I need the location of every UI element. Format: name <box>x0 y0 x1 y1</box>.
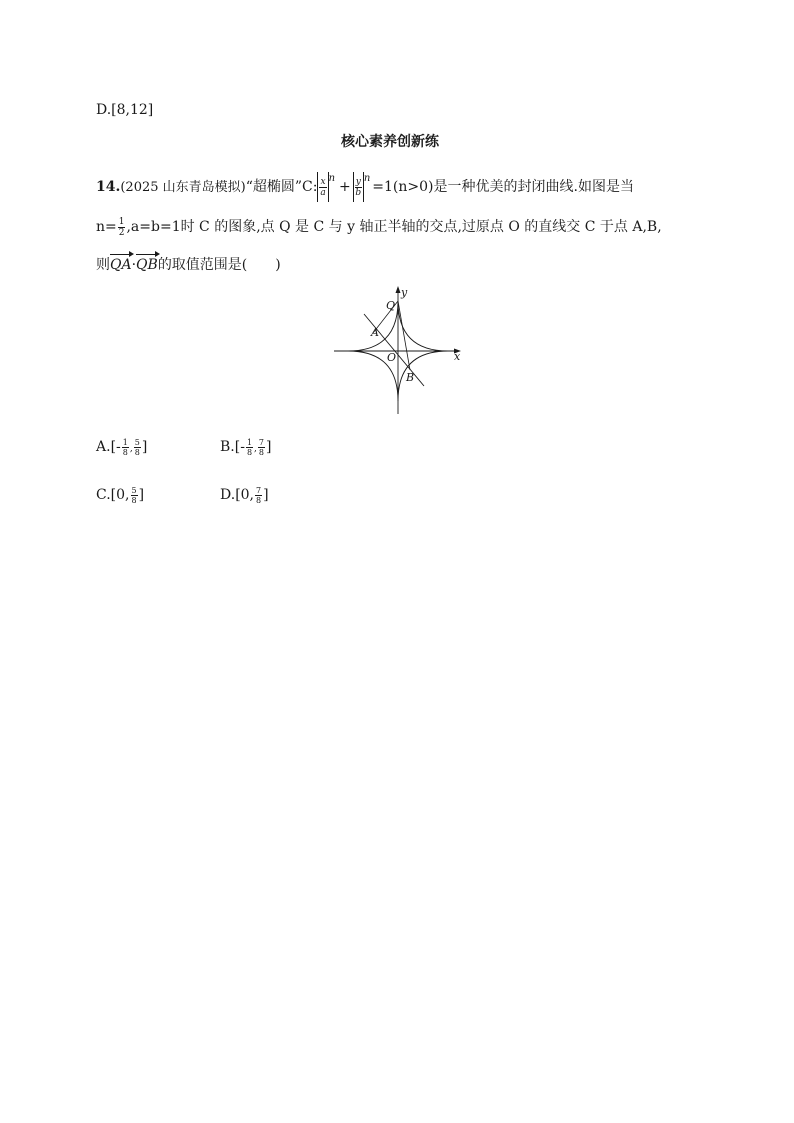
question-line-2 <box>96 214 662 240</box>
option-a[interactable] <box>96 436 147 458</box>
label-o: O <box>387 351 397 364</box>
question-line-3 <box>96 254 281 276</box>
option-a-letter: A. <box>96 439 111 455</box>
question-line-1 <box>96 164 634 198</box>
option-b-frac-1: $\frac{1}{8}$ <box>246 437 253 457</box>
fraction-one-half: $\frac{1}{2}$ <box>118 216 125 238</box>
label-a: A <box>371 326 379 339</box>
exponent-n-1: n <box>328 173 336 184</box>
abs-y-over-b: $\frac{y}{b}$ <box>353 172 364 202</box>
question-text-1: “超椭圆”C: <box>245 179 318 195</box>
option-c-letter: C. <box>96 487 111 503</box>
line3-prefix: 则 <box>96 257 110 273</box>
line2-text: ,a=b=1时 C 的图象,点 Q 是 C 与 y 轴正半轴的交点,过原点 O 的直线交 C 于点 A,B, <box>126 219 662 235</box>
option-d-open: [0, <box>235 487 255 503</box>
question-source: (2025 山东青岛模拟) <box>120 180 246 195</box>
option-a-open: [- <box>110 439 121 455</box>
option-b-open: [- <box>234 439 245 455</box>
option-b[interactable] <box>220 436 271 458</box>
option-a-frac-2: $\frac{5}{8}$ <box>134 437 140 457</box>
option-b-close: ] <box>266 439 272 455</box>
option-c-close: ] <box>138 487 145 503</box>
option-d[interactable] <box>220 484 269 506</box>
option-a-sep: , <box>129 444 133 454</box>
option-d-letter: D. <box>220 487 236 503</box>
option-a-close: ] <box>141 439 148 455</box>
option-d-frac: $\frac{7}{8}$ <box>256 485 262 505</box>
option-c-frac: $\frac{5}{8}$ <box>131 485 137 505</box>
line3-text: 的取值范围是( ) <box>157 257 281 273</box>
option-d-close: ] <box>263 487 269 503</box>
label-y: y <box>401 286 408 299</box>
superellipse-figure <box>330 282 470 416</box>
plus-sign: + <box>339 179 351 195</box>
y-axis-arrow <box>396 286 401 293</box>
option-b-frac-2: $\frac{7}{8}$ <box>258 437 265 457</box>
option-a-frac-1: $\frac{1}{8}$ <box>122 437 128 457</box>
section-title: 核心素养创新练 <box>341 134 439 150</box>
label-x: x <box>454 350 461 363</box>
option-c[interactable] <box>96 484 144 506</box>
question-text-2: =1(n>0)是一种优美的封闭曲线.如图是当 <box>372 179 634 195</box>
dot-product: · <box>131 257 137 273</box>
exponent-n-2: n <box>363 173 371 184</box>
line2-prefix: n= <box>96 219 117 235</box>
label-b: B <box>406 371 415 384</box>
vector-qa: QA <box>110 254 132 276</box>
option-c-open: [0, <box>110 487 130 503</box>
option-b-letter: B. <box>220 439 235 455</box>
abs-x-over-a: $\frac{x}{a}$ <box>317 172 328 202</box>
option-b-sep: , <box>254 444 257 454</box>
label-q: Q <box>386 299 396 312</box>
question-number: 14. <box>96 179 121 195</box>
previous-option-d: D.[8,12] <box>96 102 154 118</box>
vector-qb: QB <box>136 254 158 276</box>
